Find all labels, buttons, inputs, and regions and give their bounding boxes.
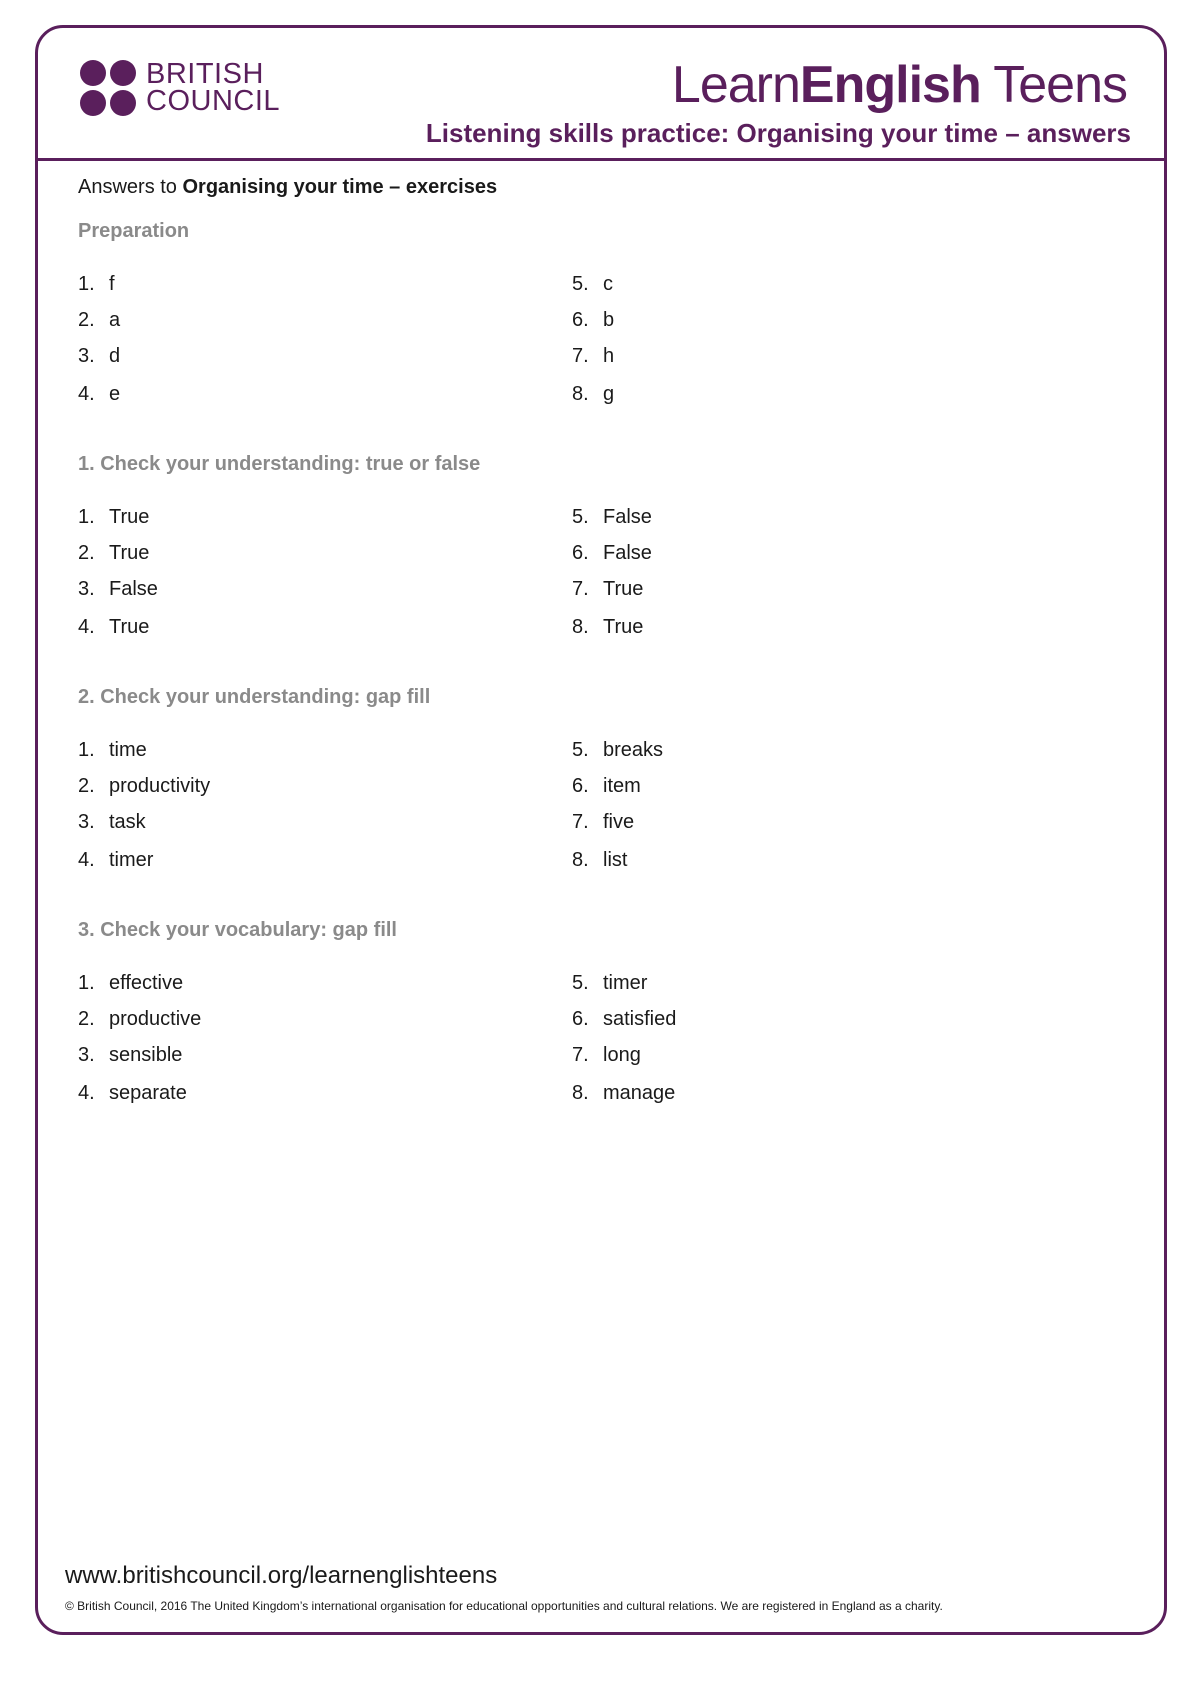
- intro-prefix: Answers to: [78, 176, 183, 198]
- answer-text: separate: [109, 1082, 187, 1104]
- answer-item: [78, 264, 115, 304]
- answer-section: [78, 216, 1118, 424]
- answer-number: 4.: [78, 383, 95, 405]
- answer-item: [78, 963, 183, 1003]
- answer-number: 4.: [78, 1082, 95, 1104]
- section-heading: 1. Check your understanding: true or false: [78, 453, 481, 475]
- answer-text: breaks: [603, 739, 664, 761]
- answer-text: long: [603, 1044, 641, 1066]
- answer-item: [78, 766, 210, 806]
- answer-number: 7.: [572, 345, 589, 367]
- answer-item: [78, 1073, 187, 1113]
- logo-teens: Teens: [980, 56, 1127, 114]
- answer-item: [572, 300, 614, 340]
- answer-number: 6.: [572, 309, 589, 331]
- answer-item: [572, 1035, 641, 1075]
- answer-item: [572, 963, 647, 1003]
- answer-list: [78, 497, 1118, 657]
- section-heading: 3. Check your vocabulary: gap fill: [78, 919, 397, 941]
- answer-number: 8.: [572, 849, 589, 871]
- answer-text: f: [109, 273, 115, 295]
- footer-url[interactable]: www.britishcouncil.org/learnenglishteens: [65, 1562, 498, 1589]
- section-heading: Preparation: [78, 220, 190, 242]
- answer-section: [78, 915, 1118, 1123]
- answer-item: [572, 999, 676, 1039]
- answer-number: 2.: [78, 775, 95, 797]
- answer-item: [572, 336, 614, 376]
- answer-number: 5.: [572, 273, 589, 295]
- brand-line-1: BRITISH: [146, 58, 264, 90]
- answer-item: [78, 802, 146, 842]
- answer-number: 2.: [78, 1008, 95, 1030]
- answer-number: 3.: [78, 811, 95, 833]
- answer-text: False: [603, 506, 652, 528]
- answer-item: [78, 300, 120, 340]
- intro-line: [78, 176, 497, 199]
- answer-text: True: [109, 616, 150, 638]
- answer-text: manage: [603, 1082, 676, 1104]
- answer-number: 6.: [572, 542, 589, 564]
- answer-text: task: [109, 811, 146, 833]
- answer-item: [78, 497, 149, 537]
- answer-number: 3.: [78, 345, 95, 367]
- answer-item: [572, 1073, 675, 1113]
- answer-item: [572, 569, 643, 609]
- answer-item: [78, 607, 149, 647]
- answer-list: [78, 730, 1118, 890]
- answer-item: [78, 569, 158, 609]
- logo-english: English: [799, 56, 981, 114]
- answer-number: 8.: [572, 616, 589, 638]
- answer-section: [78, 682, 1118, 890]
- header-divider: [35, 158, 1167, 161]
- answer-number: 5.: [572, 739, 589, 761]
- answer-item: [78, 999, 201, 1039]
- answer-text: productivity: [109, 775, 211, 797]
- answer-text: timer: [109, 849, 154, 871]
- answer-text: h: [603, 345, 615, 367]
- answer-number: 3.: [78, 578, 95, 600]
- answer-item: [572, 607, 643, 647]
- answer-text: satisfied: [603, 1008, 677, 1030]
- answer-item: [572, 802, 634, 842]
- answer-item: [572, 766, 641, 806]
- answer-number: 6.: [572, 775, 589, 797]
- answer-number: 1.: [78, 739, 95, 761]
- answer-number: 5.: [572, 506, 589, 528]
- answer-text: True: [109, 506, 150, 528]
- british-council-logo: [80, 60, 280, 116]
- answer-number: 4.: [78, 849, 95, 871]
- answer-number: 4.: [78, 616, 95, 638]
- answer-number: 1.: [78, 273, 95, 295]
- answer-text: sensible: [109, 1044, 183, 1066]
- answer-item: [572, 533, 652, 573]
- learnenglish-teens-logo: [672, 55, 1127, 115]
- answer-text: d: [109, 345, 121, 367]
- answer-number: 5.: [572, 972, 589, 994]
- answer-list: [78, 264, 1118, 424]
- answer-number: 2.: [78, 309, 95, 331]
- answer-text: list: [603, 849, 628, 871]
- answer-text: e: [109, 383, 121, 405]
- answer-text: True: [109, 542, 150, 564]
- answer-item: [572, 497, 652, 537]
- answer-item: [78, 840, 153, 880]
- answer-text: five: [603, 811, 635, 833]
- answer-number: 7.: [572, 811, 589, 833]
- answer-item: [78, 533, 149, 573]
- british-council-dots-icon: [80, 60, 136, 116]
- answer-text: False: [603, 542, 652, 564]
- answer-number: 1.: [78, 972, 95, 994]
- answer-text: c: [603, 273, 613, 295]
- answer-text: False: [109, 578, 158, 600]
- answer-number: 8.: [572, 383, 589, 405]
- intro-exercise-name: Organising your time – exercises: [182, 176, 498, 198]
- answer-item: [572, 374, 614, 414]
- answer-number: 8.: [572, 1082, 589, 1104]
- answer-item: [78, 374, 120, 414]
- answer-number: 2.: [78, 542, 95, 564]
- answer-text: True: [603, 616, 644, 638]
- brand-line-2: COUNCIL: [146, 85, 281, 117]
- answer-item: [78, 1035, 182, 1075]
- answer-item: [78, 336, 120, 376]
- answer-text: True: [603, 578, 644, 600]
- answer-number: 1.: [78, 506, 95, 528]
- answer-text: time: [109, 739, 147, 761]
- answer-text: effective: [109, 972, 184, 994]
- logo-learn: Learn: [671, 56, 800, 114]
- british-council-wordmark: [146, 58, 281, 117]
- answer-section: [78, 449, 1118, 657]
- document-title: Listening skills practice: Organising your time – answers: [425, 118, 1131, 148]
- answer-text: b: [603, 309, 615, 331]
- answer-number: 3.: [78, 1044, 95, 1066]
- answer-item: [572, 730, 663, 770]
- answer-text: timer: [603, 972, 648, 994]
- answer-item: [78, 730, 147, 770]
- answer-list: [78, 963, 1118, 1123]
- footer-copyright: © British Council, 2016 The United Kingdom’s international organisation for educational opportunities and cultural relations. We are registered in England as a charity.: [65, 1599, 943, 1613]
- answer-number: 7.: [572, 1044, 589, 1066]
- answer-text: a: [109, 309, 121, 331]
- answer-text: productive: [109, 1008, 202, 1030]
- answer-item: [572, 840, 627, 880]
- answer-item: [572, 264, 613, 304]
- section-heading: 2. Check your understanding: gap fill: [78, 686, 431, 708]
- answer-text: g: [603, 383, 615, 405]
- answer-text: item: [603, 775, 641, 797]
- answer-number: 6.: [572, 1008, 589, 1030]
- answer-number: 7.: [572, 578, 589, 600]
